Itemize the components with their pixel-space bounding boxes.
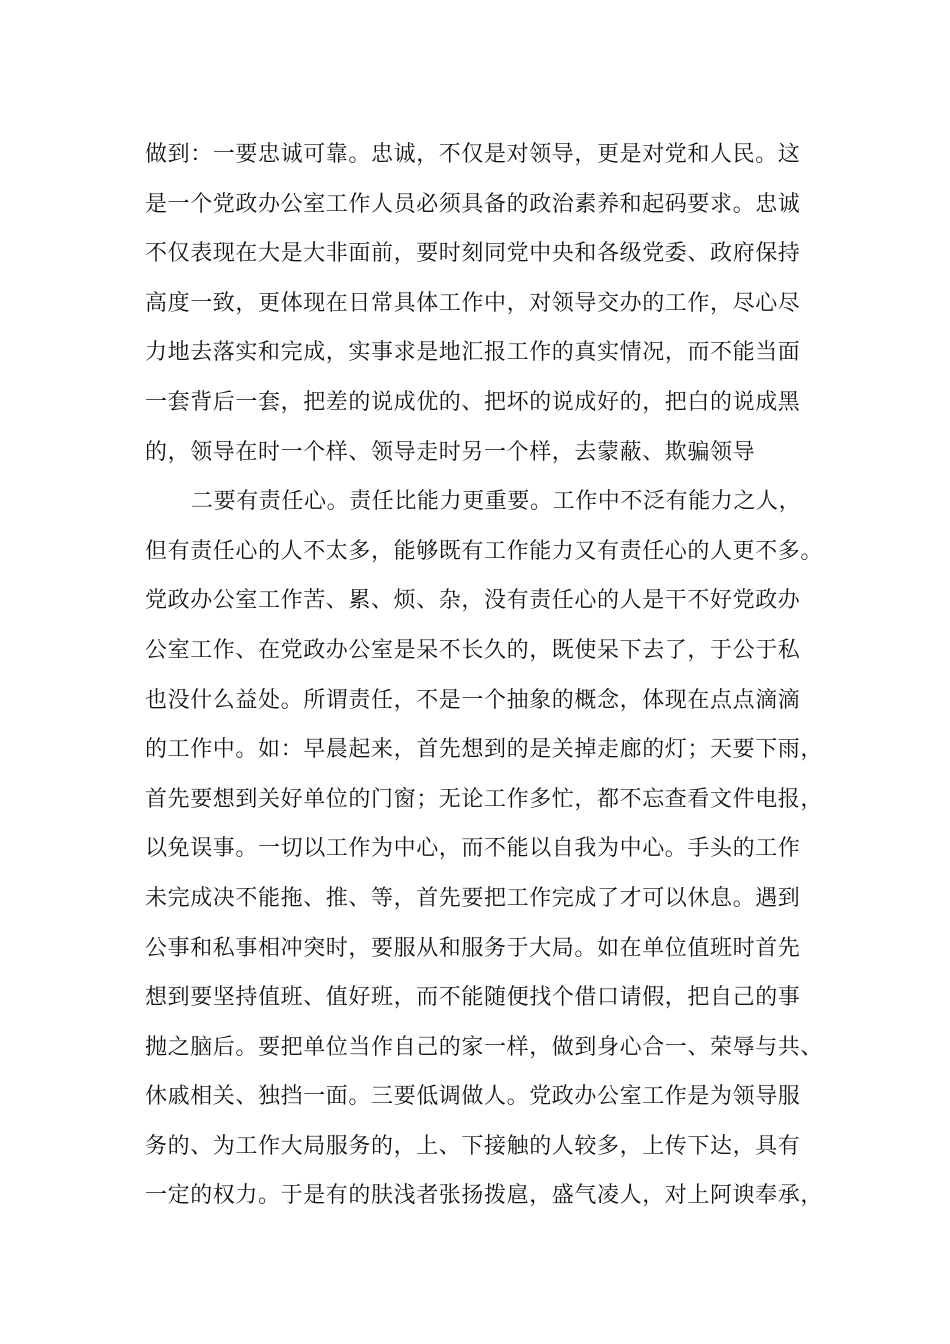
text-line: 抛之脑后。要把单位当作自己的家一样，做到身心合一、荣辱与共、 xyxy=(145,1034,824,1060)
text-line: 休戚相关、独挡一面。三要低调做人。党政办公室工作是为领导服 xyxy=(145,1084,801,1110)
body-text xyxy=(145,130,825,1221)
text-line: 高度一致，更体现在日常具体工作中，对领导交办的工作，尽心尽 xyxy=(145,290,801,316)
text-line: 想到要坚持值班、值好班，而不能随便找个借口请假，把自己的事 xyxy=(145,985,801,1011)
text-line: 一套背后一套，把差的说成优的、把坏的说成好的，把白的说成黑 xyxy=(145,389,801,415)
paragraph-start-line: 二要有责任心。责任比能力更重要。工作中不泛有能力之人， xyxy=(191,489,802,515)
text-line: 首先要想到关好单位的门窗；无论工作多忙，都不忘查看文件电报， xyxy=(145,786,824,812)
text-line: 也没什么益处。所谓责任，不是一个抽象的概念，体现在点点滴滴 xyxy=(145,687,801,713)
text-line: 公事和私事相冲突时，要服从和服务于大局。如在单位值班时首先 xyxy=(145,935,801,961)
text-line: 但有责任心的人不太多，能够既有工作能力又有责任心的人更不多。 xyxy=(145,538,824,564)
text-line: 的，领导在时一个样、领导走时另一个样，去蒙蔽、欺骗领导 xyxy=(145,439,756,465)
text-line: 务的、为工作大局服务的，上、下接触的人较多，上传下达，具有 xyxy=(145,1133,801,1159)
text-line: 一定的权力。于是有的肤浅者张扬拨扈，盛气凌人，对上阿谀奉承， xyxy=(145,1183,824,1209)
text-line: 以免误事。一切以工作为中心，而不能以自我为中心。手头的工作 xyxy=(145,836,801,862)
text-line: 做到：一要忠诚可靠。忠诚，不仅是对领导，更是对党和人民。这 xyxy=(145,142,801,167)
text-line: 公室工作、在党政办公室是呆不长久的，既使呆下去了，于公于私 xyxy=(145,637,801,663)
text-line: 的工作中。如：早晨起来，首先想到的是关掉走廊的灯；天要下雨， xyxy=(145,737,824,763)
text-line: 是一个党政办公室工作人员必须具备的政治素养和起码要求。忠诚 xyxy=(145,191,801,217)
text-line: 不仅表现在大是大非面前，要时刻同党中央和各级党委、政府保持 xyxy=(145,241,801,267)
text-line: 党政办公室工作苦、累、烦、杂，没有责任心的人是干不好党政办 xyxy=(145,588,801,614)
text-line: 力地去落实和完成，实事求是地汇报工作的真实情况，而不能当面 xyxy=(145,340,801,366)
text-line: 未完成决不能拖、推、等，首先要把工作完成了才可以休息。遇到 xyxy=(145,885,801,911)
